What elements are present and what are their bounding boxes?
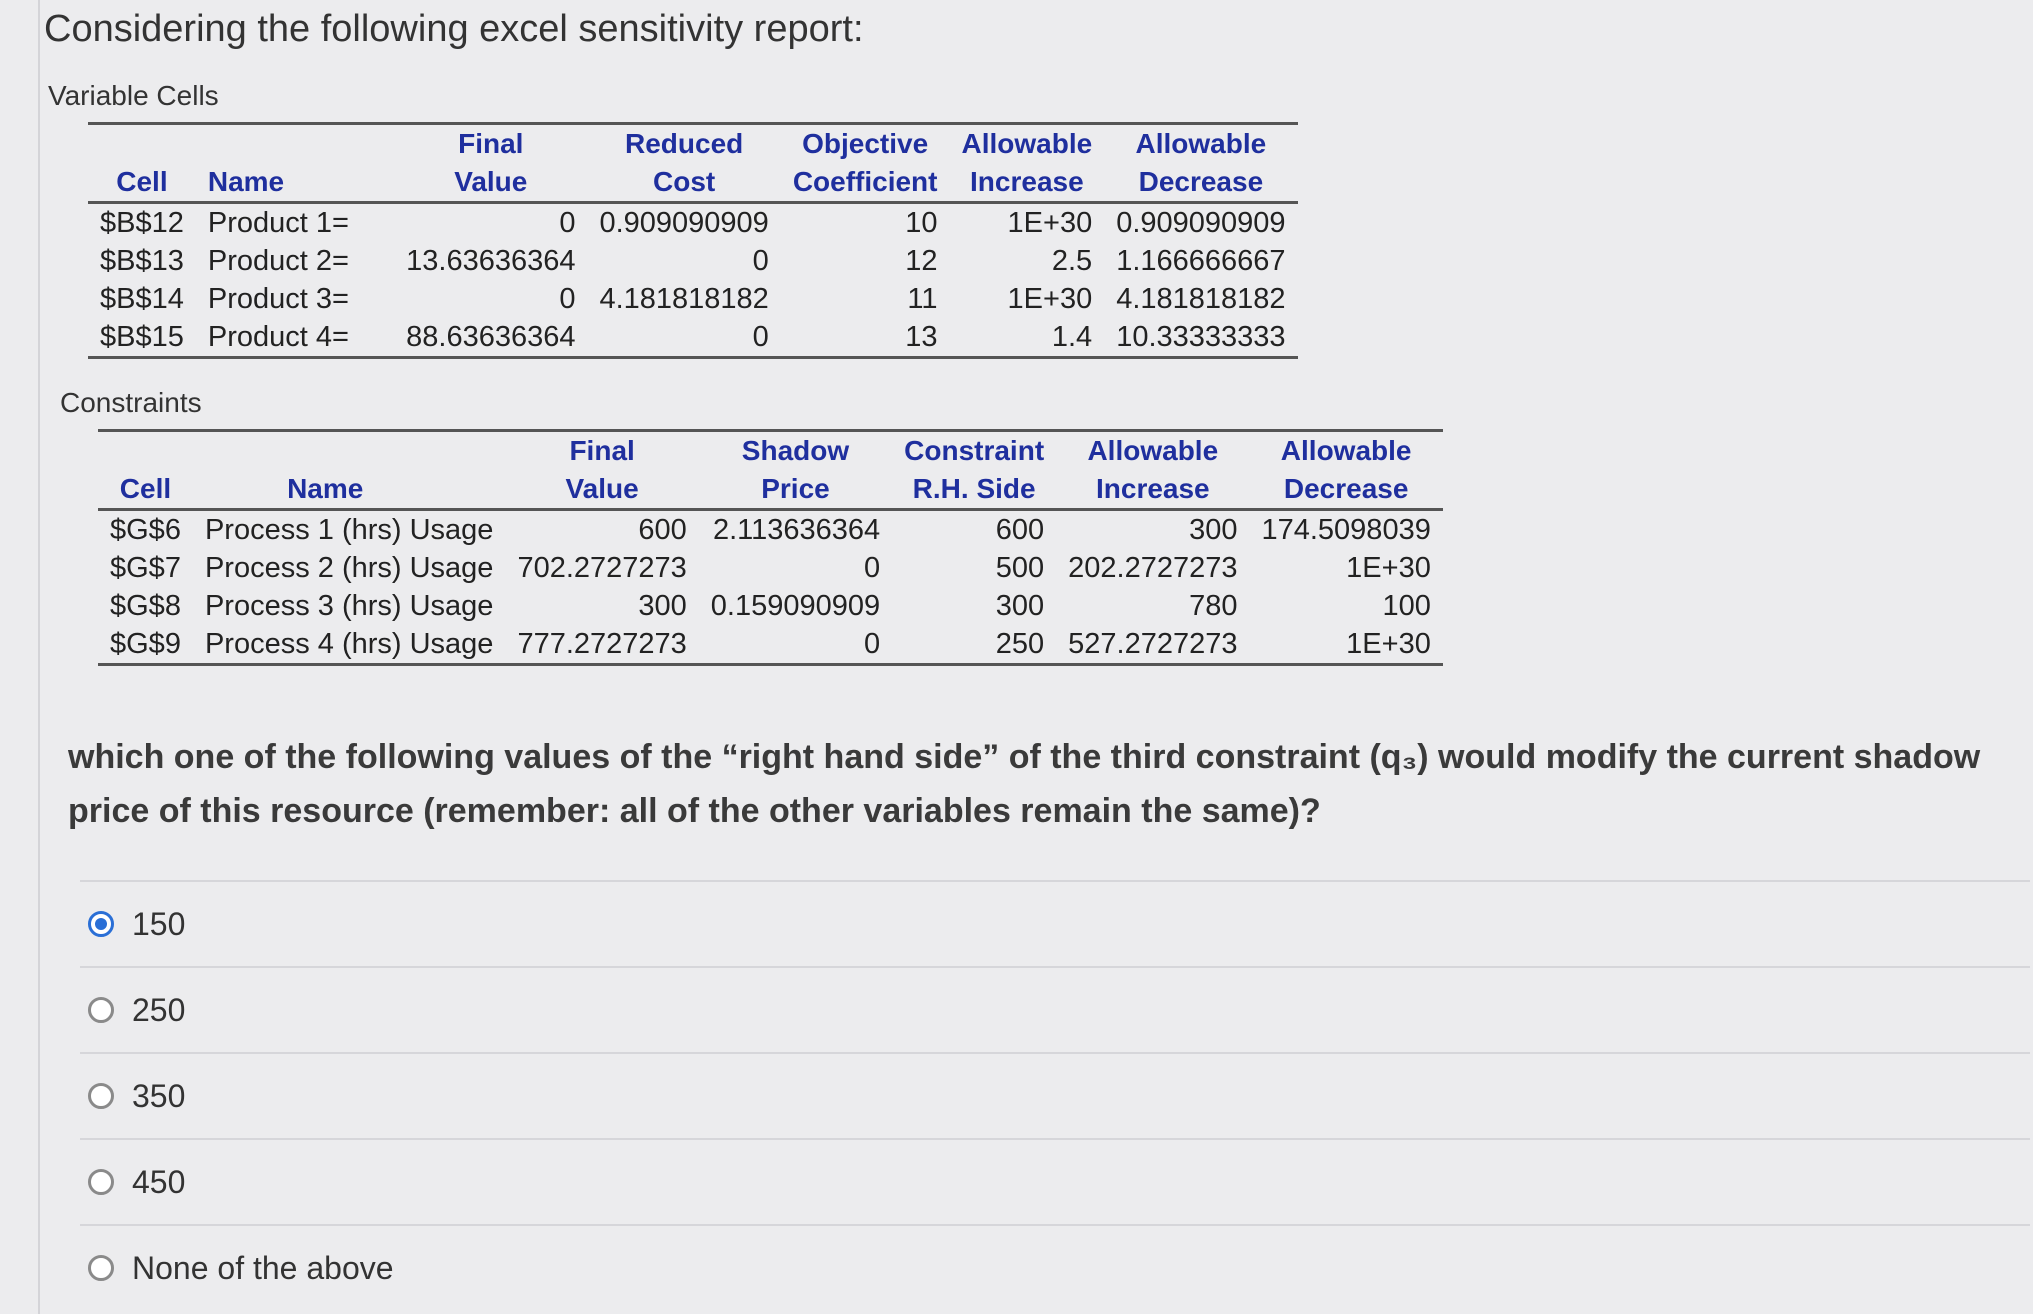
col-allowable-decrease: Allowable Decrease (1280, 435, 1412, 504)
cell-dec: 10.33333333 (1116, 321, 1286, 353)
cell-ref: $B$15 (100, 321, 184, 353)
cell-shadow: 2.113636364 (712, 514, 881, 546)
question-prompt: Considering the following excel sensitivity report: (44, 8, 864, 50)
cell-final: 600 (638, 514, 687, 546)
cell-shadow: 0.159090909 (710, 590, 881, 622)
cell-dec: 174.5098039 (1261, 514, 1431, 546)
cell-final: 13.63636364 (406, 245, 576, 277)
cell-ref: $G$6 (110, 514, 181, 546)
option-label: None of the above (132, 1249, 394, 1286)
col-reduced-cost: Reduced Cost (625, 128, 744, 197)
radio-icon[interactable] (88, 997, 114, 1023)
cell-final: 0 (559, 207, 576, 239)
option-250[interactable] (80, 966, 2030, 1052)
col-allowable-increase: Allowable Increase (961, 128, 1093, 197)
option-label: 450 (132, 1163, 186, 1200)
radio-icon[interactable] (88, 1255, 114, 1281)
question-text: which one of the following values of the “right hand side” of the third constraint (q₃) would modify the current shadow price of this resource (remember: all of the other variables remain the same)? (68, 738, 1981, 830)
cell-reduced: 4.181818182 (599, 283, 769, 315)
cell-name: Product 3= (207, 283, 349, 315)
table-row (88, 203, 1298, 243)
cell-dec: 1E+30 (1346, 552, 1431, 584)
cell-final: 777.2727273 (517, 628, 687, 660)
cell-rhs: 300 (995, 590, 1045, 622)
answer-options (80, 880, 2030, 1310)
radio-icon[interactable] (88, 1083, 114, 1109)
table-row (98, 587, 1443, 625)
cell-ref: $G$8 (110, 590, 181, 622)
col-allowable-decrease: Allowable Decrease (1135, 128, 1267, 197)
radio-selected-icon[interactable] (88, 911, 114, 937)
col-constraint-rhs: Constraint R.H. Side (904, 435, 1045, 504)
cell-inc: 1E+30 (1007, 283, 1093, 315)
cell-final: 88.63636364 (406, 321, 576, 353)
cell-name: Product 2= (207, 245, 349, 277)
variable-cells-table (88, 122, 1298, 359)
cell-inc: 780 (1189, 590, 1238, 622)
table-row (98, 625, 1443, 665)
sensitivity-report (48, 80, 1548, 666)
cell-shadow: 0 (864, 628, 881, 660)
cell-coef: 11 (907, 283, 938, 315)
col-objective-coefficient: Objective Coefficient (792, 128, 938, 197)
cell-name: Process 1 (hrs) Usage (204, 514, 494, 546)
cell-name: Process 2 (hrs) Usage (204, 552, 494, 584)
radio-icon[interactable] (88, 1169, 114, 1195)
cell-shadow: 0 (864, 552, 881, 584)
col-shadow-price: Shadow Price (741, 435, 850, 504)
option-none-of-the-above[interactable] (80, 1224, 2030, 1310)
cell-ref: $B$12 (100, 207, 184, 239)
table-row (98, 549, 1443, 587)
cell-inc: 300 (1189, 514, 1238, 546)
cell-coef: 10 (905, 207, 938, 239)
cell-rhs: 500 (995, 552, 1045, 584)
cell-inc: 1E+30 (1007, 207, 1093, 239)
col-name: Name (207, 166, 285, 197)
cell-reduced: 0.909090909 (599, 207, 769, 239)
option-label: 350 (132, 1077, 186, 1114)
col-name: Name (287, 473, 364, 504)
cell-rhs: 600 (995, 514, 1045, 546)
cell-final: 702.2727273 (517, 552, 687, 584)
table-row (88, 280, 1298, 318)
cell-coef: 12 (905, 245, 938, 277)
cell-name: Product 1= (207, 207, 349, 239)
col-final-value: Final Value (565, 435, 639, 504)
cell-ref: $G$9 (110, 628, 181, 660)
cell-dec: 1.166666667 (1116, 245, 1286, 277)
cell-dec: 1E+30 (1346, 628, 1431, 660)
table-row (88, 242, 1298, 280)
cell-reduced: 0 (752, 245, 769, 277)
cell-coef: 13 (905, 321, 938, 353)
variable-cells-title: Variable Cells (48, 80, 219, 111)
page-left-border (38, 0, 40, 1314)
option-150[interactable] (80, 880, 2030, 966)
col-cell: Cell (119, 473, 172, 504)
cell-inc: 1.4 (1051, 321, 1093, 353)
constraints-title: Constraints (60, 387, 202, 418)
cell-dec: 0.909090909 (1116, 207, 1286, 239)
cell-reduced: 0 (752, 321, 769, 353)
cell-rhs: 250 (995, 628, 1045, 660)
cell-name: Product 4= (207, 321, 349, 353)
table-row (88, 318, 1298, 358)
cell-inc: 2.5 (1051, 245, 1093, 277)
constraints-table (98, 429, 1443, 666)
option-label: 250 (132, 991, 186, 1028)
cell-name: Process 3 (hrs) Usage (204, 590, 494, 622)
cell-ref: $B$13 (100, 245, 184, 277)
cell-final: 0 (559, 283, 576, 315)
cell-inc: 527.2727273 (1068, 628, 1238, 660)
col-allowable-increase: Allowable Increase (1087, 435, 1219, 504)
cell-dec: 100 (1382, 590, 1431, 622)
col-cell: Cell (116, 166, 168, 197)
cell-dec: 4.181818182 (1116, 283, 1286, 315)
cell-ref: $G$7 (110, 552, 181, 584)
cell-inc: 202.2727273 (1068, 552, 1238, 584)
cell-ref: $B$14 (100, 283, 184, 315)
col-final-value: Final Value (454, 128, 528, 197)
cell-final: 300 (638, 590, 687, 622)
option-450[interactable] (80, 1138, 2030, 1224)
option-350[interactable] (80, 1052, 2030, 1138)
cell-name: Process 4 (hrs) Usage (204, 628, 494, 660)
option-label: 150 (132, 905, 186, 942)
table-row (98, 510, 1443, 550)
